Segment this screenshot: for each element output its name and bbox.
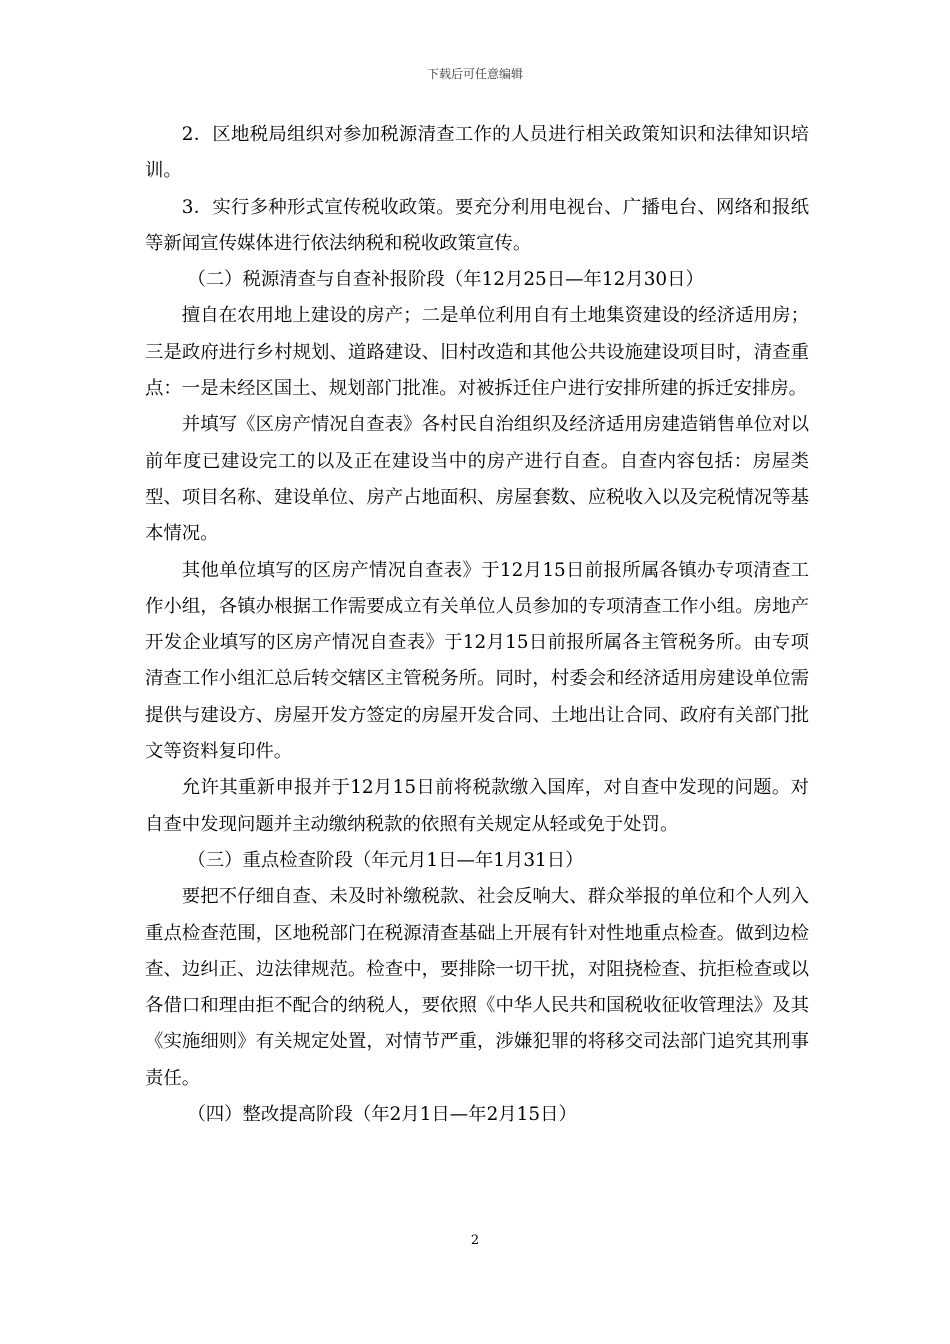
section-heading-4: （四）整改提高阶段（年2月1日—年2月15日）: [187, 1104, 577, 1126]
paragraph-self-check: 并填写《区房产情况自查表》各村民自治组织及经济适用房建造销售单位对以前年度已建设完工的以及正在建设当中的房产进行自查。自查内容包括：房屋类型、项目名称、建设单位、房产占地面积、房屋套数、应税收入以及完税情况等基本情况。: [145, 414, 809, 545]
paragraph-key-inspection: 要把不仔细自查、未及时补缴税款、社会反响大、群众举报的单位和个人列入重点检查范围，区地税部门在税源清查基础上开展有针对性地重点检查。做到边检查、边纠正、边法律规范。检查中，要排除一切干扰，对阻挠检查、抗拒检查或以各借口和理由拒不配合的纳税人，要依照《中华人民共和国税收征收管理法》及其《实施细则》有关规定处置，对情节严重，涉嫌犯罪的将移交司法部门追究其刑事责任。: [145, 886, 809, 1089]
document-body: [145, 117, 809, 1133]
paragraph-tax-payment: 允许其重新申报并于12月15日前将税款缴入国库，对自查中发现的问题。对自查中发现问题并主动缴纳税款的依照有关规定从轻或免于处罚。: [145, 777, 809, 835]
section-heading-3: （三）重点检查阶段（年元月1日—年1月31日）: [187, 849, 584, 871]
paragraph-submission: 其他单位填写的区房产情况自查表》于12月15日前报所属各镇办专项清查工作小组，各镇办根据工作需要成立有关单位人员参加的专项清查工作小组。房地产开发企业填写的区房产情况自查表》于12月15日前报所属各主管税务所。由专项清查工作小组汇总后转交辖区主管税务所。同时，村委会和经济适用房建设单位需提供与建设方、房屋开发方签定的房屋开发合同、土地出让合同、政府有关部门批文等资料复印件。: [145, 559, 809, 763]
paragraph-inspection-focus: 擅自在农用地上建设的房产；二是单位利用自有土地集资建设的经济适用房；三是政府进行乡村规划、道路建设、旧村改造和其他公共设施建设项目时，清查重点：一是未经区国土、规划部门批准。对被拆迁住户进行安排所建的拆迁安排房。: [145, 305, 809, 400]
page-number: 2: [470, 1233, 480, 1248]
page-header: 下载后可任意编辑: [426, 67, 523, 81]
paragraph-publicity: 3．实行多种形式宣传税收政策。要充分利用电视台、广播电台、网络和报纸等新闻宣传媒体进行依法纳税和税收政策宣传。: [145, 196, 809, 254]
paragraph-training: 2．区地税局组织对参加税源清查工作的人员进行相关政策知识和法律知识培训。: [145, 124, 809, 182]
section-heading-2: （二）税源清查与自查补报阶段（年12月25日—年12月30日）: [187, 269, 704, 291]
